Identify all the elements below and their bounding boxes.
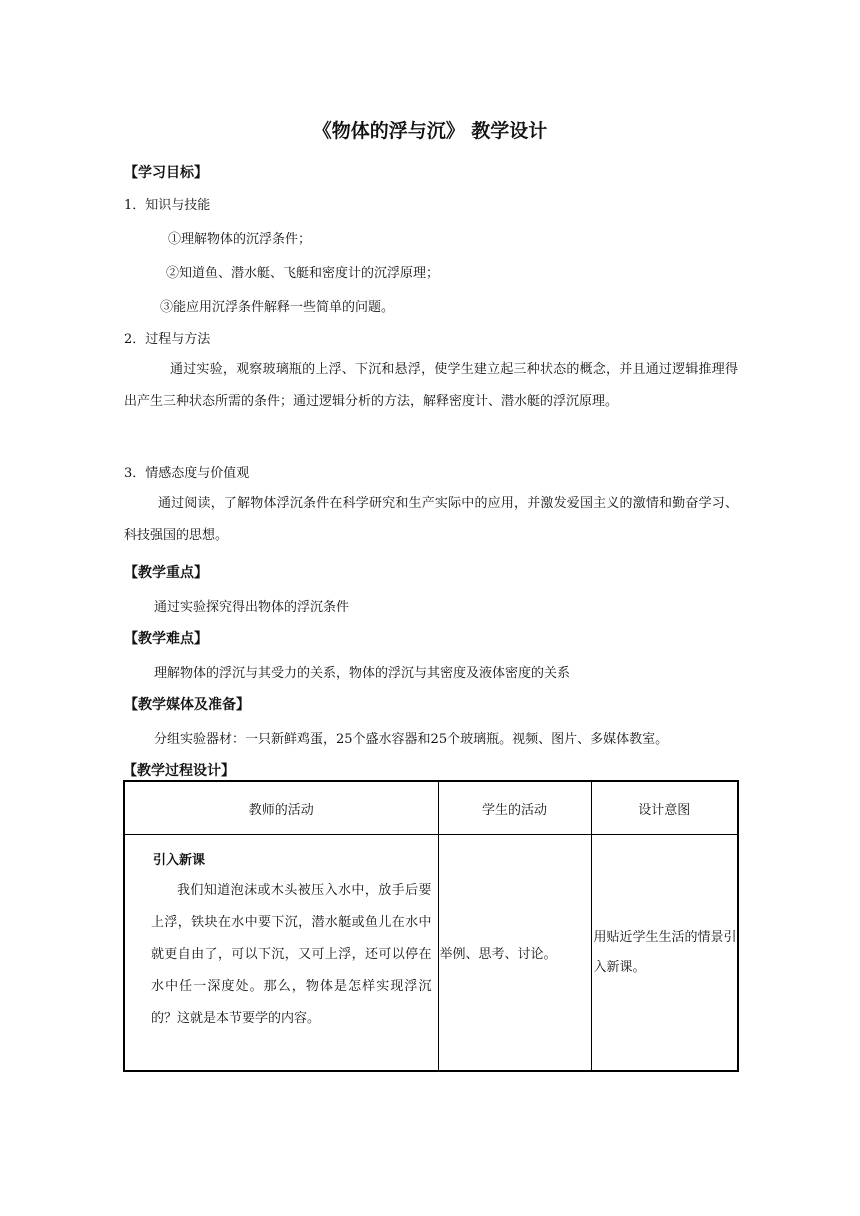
process-text: 通过实验，观察玻璃瓶的上浮、下沉和悬浮，使学生建立起三种状态的概念，并且通过逻辑推理得出产生三种状态所需的条件；通过逻辑分析的方法，解释密度计、潜水艇的浮沉原理。 — [124, 362, 738, 409]
objectives-heading: 【学习目标】 — [124, 165, 208, 181]
focus-heading: 【教学重点】 — [124, 565, 208, 581]
student-activity-cell: 举例、思考、讨论。 — [438, 835, 591, 1072]
process-label: 2．过程与方法 — [124, 332, 211, 347]
knowledge-item: ③能应用沉浮条件解释一些简单的问题。 — [160, 300, 395, 315]
row-subtitle: 引入新课 — [153, 853, 206, 868]
media-text: 分组实验器材：一只新鲜鸡蛋，25个盛水容器和25个玻璃瓶。视频、图片、多媒体教室。 — [154, 732, 669, 747]
process-table — [123, 780, 739, 1072]
column-header-student: 学生的活动 — [438, 781, 591, 835]
teacher-activity-text: 我们知道泡沫或木头被压入水中，放手后要上浮，铁块在水中要下沉，潜水艇或鱼儿在水中就更自由了，可以下沉，又可上浮，还可以停在水中任一深度处。那么，物体是怎样实现浮沉的？这就是本节要学的内容。 — [151, 883, 432, 1026]
column-header-teacher: 教师的活动 — [124, 781, 438, 835]
knowledge-label: 1．知识与技能 — [124, 198, 211, 213]
knowledge-item: ②知道鱼、潜水艇、飞艇和密度计的沉浮原理； — [166, 266, 440, 281]
focus-text: 通过实验探究得出物体的浮沉条件 — [154, 600, 350, 615]
document-title: 《物体的浮与沉》 教学设计 — [312, 120, 548, 142]
table-header-row — [124, 781, 738, 835]
design-intent-cell: 用贴近学生生活的情景引入新课。 — [591, 835, 738, 1072]
process-design-heading: 【教学过程设计】 — [123, 763, 235, 779]
attitude-label: 3．情感态度与价值观 — [124, 466, 250, 481]
attitude-text: 通过阅读，了解物体浮沉条件在科学研究和生产实际中的应用，并激发爱国主义的激情和勤奋学习、科技强国的思想。 — [124, 496, 738, 543]
table-row — [124, 835, 738, 1072]
knowledge-item: ①理解物体的沉浮条件； — [168, 232, 312, 247]
difficulty-text: 理解物体的浮沉与其受力的关系，物体的浮沉与其密度及液体密度的关系 — [154, 666, 571, 681]
teacher-activity-cell — [124, 835, 438, 1072]
media-heading: 【教学媒体及准备】 — [124, 697, 250, 713]
difficulty-heading: 【教学难点】 — [124, 631, 208, 647]
column-header-design: 设计意图 — [591, 781, 738, 835]
